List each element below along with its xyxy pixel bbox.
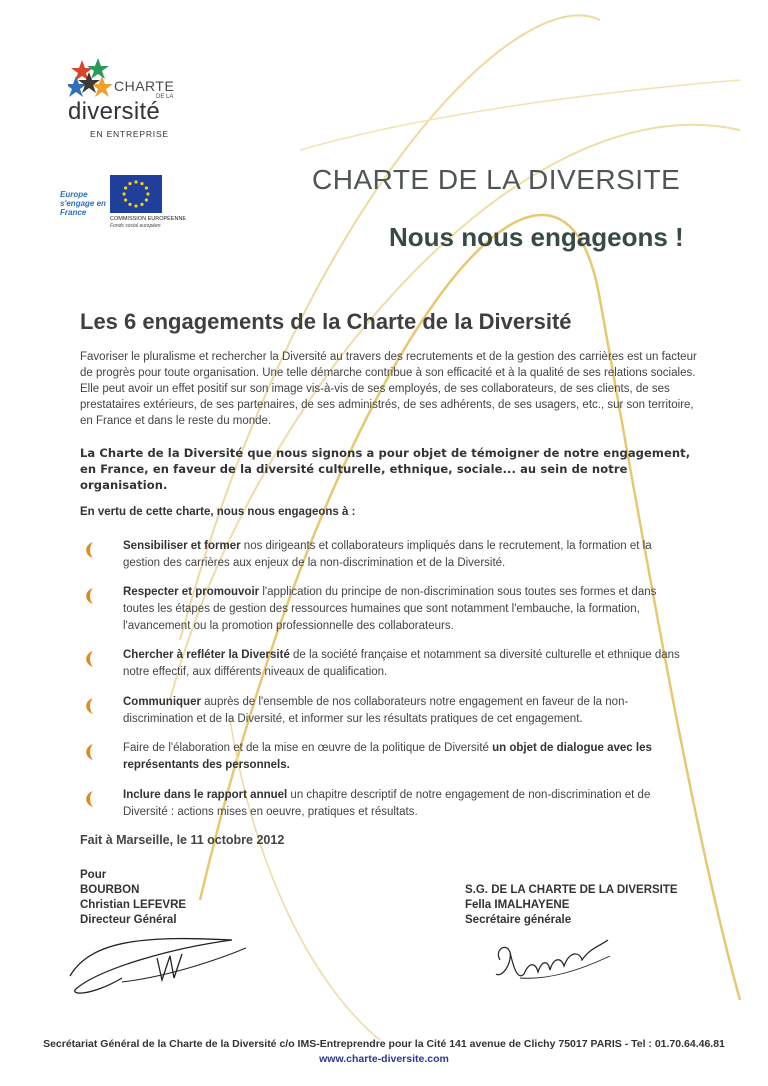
signatory-name: Fella IMALHAYENE bbox=[465, 899, 570, 911]
signatory-org: S.G. DE LA CHARTE DE LA DIVERSITE bbox=[465, 884, 678, 896]
signatory-name: Christian LEFEVRE bbox=[80, 899, 187, 911]
commitment-item: Inclure dans le rapport annuel un chapitre descriptif de notre engagement de non-discrimination et de Diversité : actions mises en oeuvre, pratiques et résultats. bbox=[123, 789, 651, 818]
logo-diversite: diversité bbox=[68, 98, 161, 125]
intro-paragraph: Favoriser le pluralisme et rechercher la Diversité au travers des recrutements et de la gestion des carrières est un facteur de progrès pour toute organisation. Une telle démarche contribue à son efficacité et à la qualité de ses relations sociales. Elle peut avoir un effet positif sur son image vis-à-vis de ses employés, de ses collaborateurs, de ses clients, de ses prestataires extérieurs, de ses partenaires, de ses administrés, de ses adhérents, de ses usagers, etc., sur son territoire, en France et dans le reste du monde. bbox=[80, 351, 697, 427]
europe-engage-badge: Europe s'engage en France bbox=[60, 190, 106, 217]
signatory-role: Secrétaire générale bbox=[465, 914, 572, 926]
signatory-org: BOURBON bbox=[80, 884, 140, 896]
eu-fund-caption: Fonds social européen bbox=[110, 223, 161, 229]
bullet-icon bbox=[80, 649, 102, 669]
bullet-icon bbox=[80, 586, 102, 606]
logo-charte: CHARTE bbox=[114, 78, 175, 94]
charte-logo bbox=[64, 58, 194, 148]
eu-logo bbox=[60, 172, 187, 234]
bullet-icon bbox=[80, 789, 102, 809]
signatory-role: Directeur Général bbox=[80, 914, 177, 926]
logo-de-la: DE LA bbox=[156, 94, 174, 100]
signatory-right bbox=[465, 883, 678, 928]
signature-right bbox=[490, 930, 620, 992]
footer-website-link[interactable]: www.charte-diversite.com bbox=[319, 1053, 449, 1065]
statement-paragraph: La Charte de la Diversité que nous signons a pour objet de témoigner de notre engagement, en France, en faveur de la diversité culturelle, ethnique, sociale... au sein de notre organisation. bbox=[80, 446, 691, 492]
commitment-item: Faire de l'élaboration et de la mise en œuvre de la politique de Diversité un objet de dialogue avec les représentants des personnels. bbox=[123, 742, 652, 771]
commitment-item: Chercher à refléter la Diversité de la société française et notamment sa diversité culturelle et ethnique dans notre effectif, aux différents niveaux de qualification. bbox=[123, 649, 680, 678]
commitment-item: Sensibiliser et former nos dirigeants et collaborateurs impliqués dans le recrutement, la formation et la gestion des carrières aux enjeux de la non-discrimination et de la Diversité. bbox=[123, 540, 652, 569]
footer bbox=[0, 1037, 768, 1067]
diversity-stars-icon bbox=[68, 58, 116, 100]
bullet-icon bbox=[80, 540, 102, 560]
commitment-item: Respecter et promouvoir l'application du principe de non-discrimination sous toutes ses formes et dans toutes les étapes de gestion des ressources humaines que sont notamment l'embauche, la formation, l'avancement ou la promotion professionnelle des collaborateurs. bbox=[123, 586, 657, 632]
eu-commission-caption: COMMISSION EUROPÉENNE bbox=[110, 216, 187, 222]
signature-left bbox=[62, 918, 252, 1000]
place-date: Fait à Marseille, le 11 octobre 2012 bbox=[80, 833, 285, 847]
footer-address: Secrétariat Général de la Charte de la Diversité c/o IMS-Entreprendre pour la Cité 141 avenue de Clichy 75017 PARIS - Tel : 01.70.64.46.81 bbox=[43, 1038, 725, 1050]
document-subtitle: Nous nous engageons ! bbox=[389, 222, 684, 252]
logo-en-entreprise: EN ENTREPRISE bbox=[90, 129, 169, 139]
signatory-pour: Pour bbox=[80, 869, 107, 881]
bullet-icon bbox=[80, 742, 102, 762]
bullet-icon bbox=[80, 696, 102, 716]
section-heading: Les 6 engagements de la Charte de la Diversité bbox=[80, 309, 572, 334]
eu-flag-icon bbox=[110, 175, 162, 213]
commitment-item: Communiquer auprès de l'ensemble de nos collaborateurs notre engagement en faveur de la non-discrimination et de la Diversité, et informer sur les résultats pratiques de cet engagement. bbox=[123, 696, 629, 725]
commitments-lead: En vertu de cette charte, nous nous engageons à : bbox=[80, 506, 356, 518]
document-title: CHARTE DE LA DIVERSITE bbox=[312, 164, 681, 195]
